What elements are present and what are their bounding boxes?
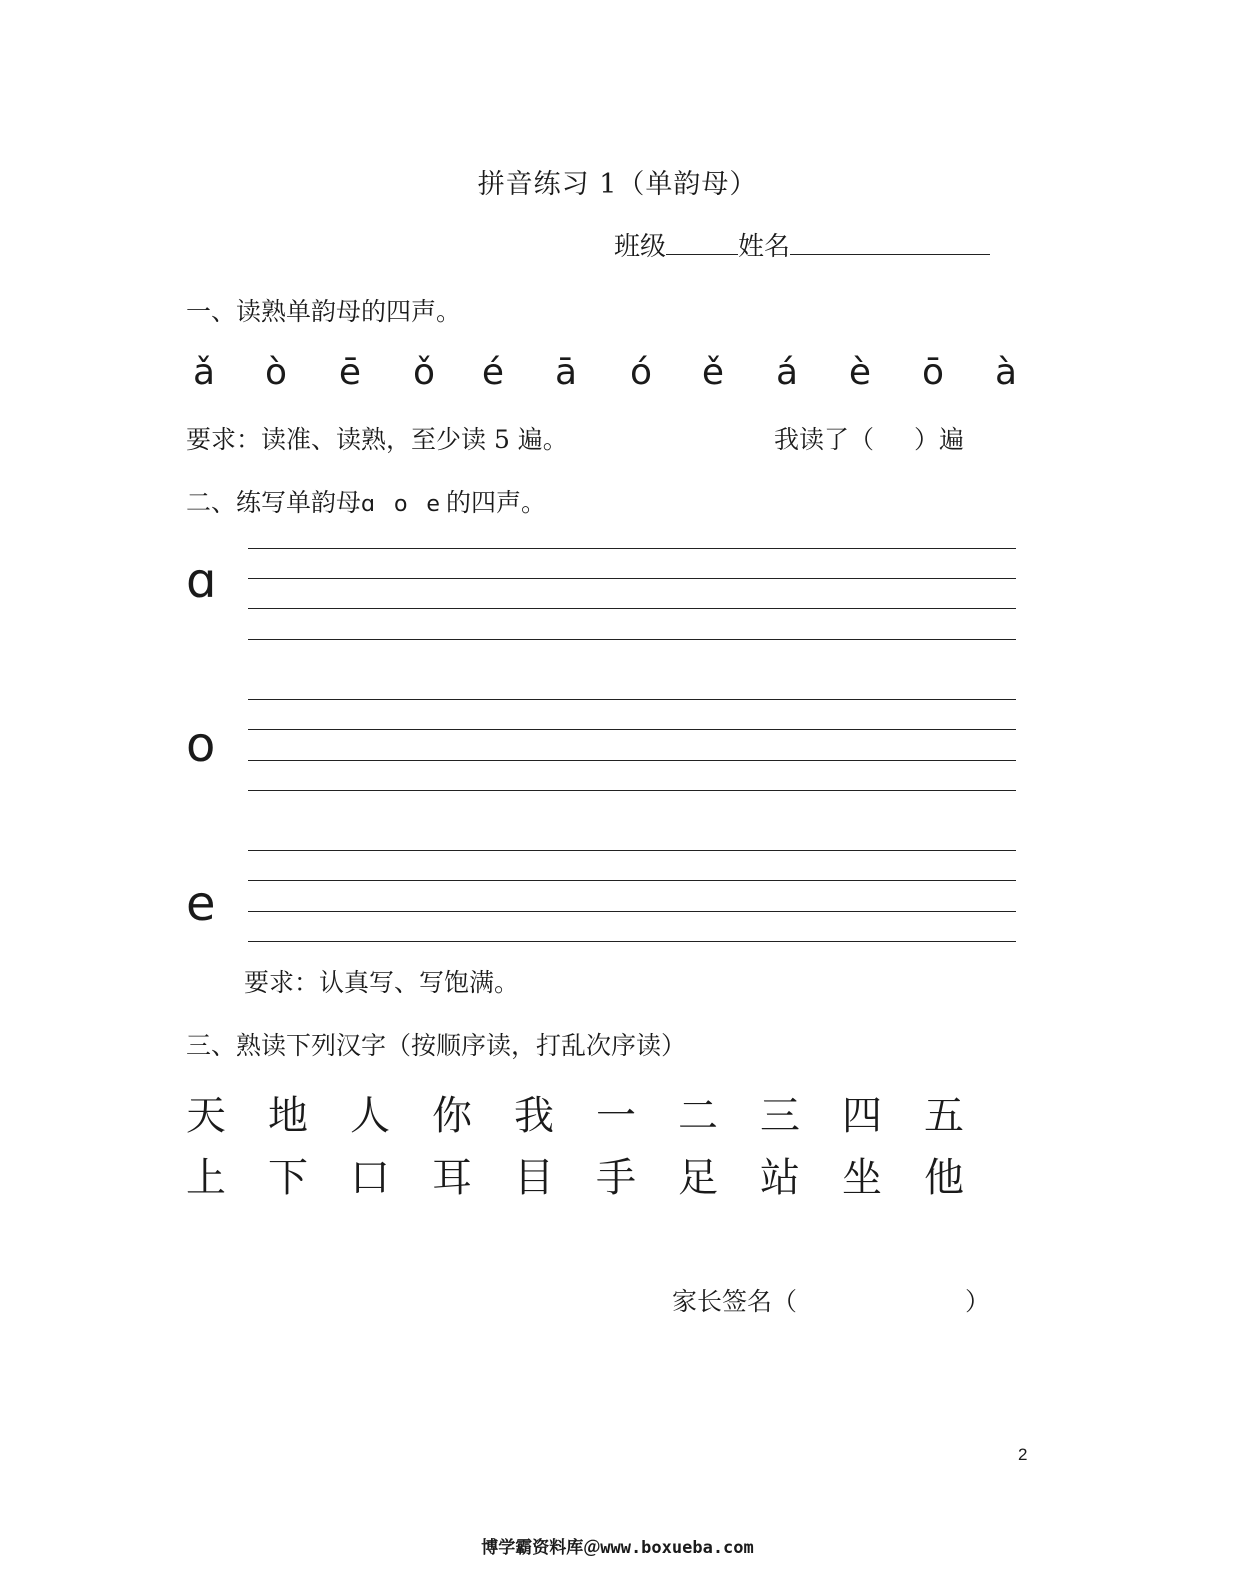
section2-heading-suffix: 的四声。: [445, 488, 546, 517]
tone-mark: ǎ: [192, 352, 216, 393]
writing-line[interactable]: [248, 578, 1016, 579]
writing-line[interactable]: [248, 880, 1016, 881]
hanzi-char: 五: [924, 1093, 964, 1139]
name-label: 姓名: [738, 232, 791, 262]
practice-letter-a: ɑ: [186, 553, 217, 609]
writing-line[interactable]: [248, 941, 1016, 942]
page-number: 2: [1018, 1445, 1028, 1464]
tone-mark: è: [848, 352, 872, 393]
section2-requirement: 要求：认真写、写饱满。: [244, 968, 520, 997]
hanzi-char: 三: [760, 1093, 800, 1139]
practice-letter-o: o: [186, 717, 216, 773]
hanzi-char: 他: [924, 1155, 964, 1201]
writing-line[interactable]: [248, 911, 1016, 912]
tone-mark: ò: [264, 352, 288, 393]
section1-requirement: 要求：读准、读熟，至少读 5 遍。: [186, 425, 568, 454]
hanzi-char: 我: [514, 1093, 554, 1139]
signature-label: 家长签名（: [672, 1287, 798, 1316]
parent-signature: [672, 1282, 990, 1318]
writing-line[interactable]: [248, 548, 1016, 549]
hanzi-char: 二: [678, 1093, 718, 1139]
writing-line[interactable]: [248, 699, 1016, 700]
section3-heading: 三、熟读下列汉字（按顺序读，打乱次序读）: [186, 1031, 687, 1060]
page-title: 拼音练习 1（单韵母）: [477, 169, 758, 200]
writing-line[interactable]: [248, 790, 1016, 791]
section1-heading: 一、读熟单韵母的四声。: [186, 297, 462, 326]
hanzi-char: 口: [350, 1155, 390, 1201]
tone-mark: á: [775, 352, 799, 393]
writing-line[interactable]: [248, 850, 1016, 851]
tone-mark: ē: [338, 352, 362, 393]
hanzi-row-1: [186, 1084, 1006, 1139]
hanzi-char: 人: [350, 1093, 390, 1139]
section2-heading: [186, 483, 546, 519]
tone-mark: é: [481, 352, 505, 393]
tone-mark: ě: [701, 352, 725, 393]
hanzi-char: 手: [596, 1155, 636, 1201]
tone-mark: à: [994, 352, 1018, 393]
writing-line[interactable]: [248, 639, 1016, 640]
hanzi-char: 天: [186, 1093, 226, 1139]
hanzi-char: 耳: [432, 1155, 472, 1201]
read-count-suffix: ）遍: [914, 425, 965, 454]
tone-mark: ō: [921, 352, 945, 393]
footer-watermark: 博学霸资料库＠www.boxueba.com: [481, 1538, 754, 1558]
tone-mark: ó: [629, 352, 653, 393]
read-count: [774, 420, 964, 456]
hanzi-char: 坐: [842, 1155, 882, 1201]
class-label: 班级: [614, 232, 667, 262]
class-blank[interactable]: [666, 232, 738, 255]
hanzi-char: 足: [678, 1155, 718, 1201]
hanzi-char: 地: [268, 1093, 308, 1139]
tone-row: [186, 352, 1026, 402]
hanzi-char: 目: [514, 1155, 554, 1201]
hanzi-char: 下: [268, 1155, 308, 1201]
signature-close: ）: [965, 1287, 991, 1316]
practice-letter-e: e: [186, 876, 216, 932]
name-blank[interactable]: [790, 232, 990, 255]
hanzi-row-2: [186, 1146, 1006, 1201]
hanzi-char: 四: [842, 1093, 882, 1139]
hanzi-char: 一: [596, 1093, 636, 1139]
section2-heading-prefix: 二、练写单韵母: [186, 488, 362, 517]
hanzi-char: 站: [760, 1155, 800, 1201]
hanzi-char: 上: [186, 1155, 226, 1201]
class-name-line: [614, 226, 990, 263]
writing-line[interactable]: [248, 729, 1016, 730]
section2-heading-letters: ɑ o e: [361, 492, 446, 517]
tone-mark: ǒ: [412, 352, 436, 393]
writing-line[interactable]: [248, 760, 1016, 761]
writing-line[interactable]: [248, 608, 1016, 609]
read-count-prefix: 我读了（: [774, 425, 875, 454]
hanzi-char: 你: [432, 1093, 472, 1139]
tone-mark: ā: [554, 352, 578, 393]
